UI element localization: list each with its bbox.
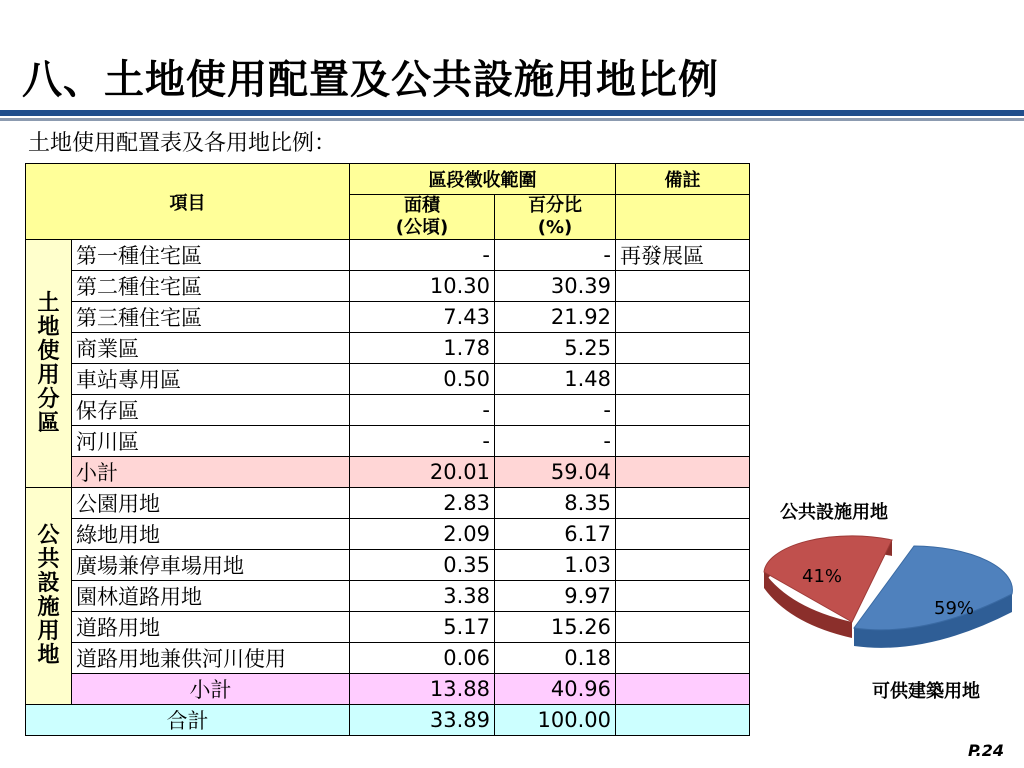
row-area: - <box>350 240 495 271</box>
row-note <box>616 550 750 581</box>
row-percent: 6.17 <box>495 519 616 550</box>
row-note <box>616 333 750 364</box>
pie-label-buildable-land: 可供建築用地 <box>872 681 980 702</box>
table-row <box>26 581 750 612</box>
row-name: 公園用地 <box>72 488 350 519</box>
slice-label-41: 41% <box>802 566 843 587</box>
subtotal-percent: 59.04 <box>495 457 616 488</box>
table-subtitle: 土地使用配置表及各用地比例： <box>28 131 337 156</box>
row-percent: 15.26 <box>495 612 616 643</box>
header-item: 項目 <box>26 164 350 240</box>
header-area <box>350 195 495 240</box>
group-label-zoning: 土地使用分區 <box>26 240 72 488</box>
row-area: 0.35 <box>350 550 495 581</box>
row-name: 保存區 <box>72 395 350 426</box>
row-percent: 8.35 <box>495 488 616 519</box>
row-area: 10.30 <box>350 271 495 302</box>
row-percent: 1.48 <box>495 364 616 395</box>
row-note <box>616 426 750 457</box>
subtotal-note <box>616 674 750 705</box>
row-area: 7.43 <box>350 302 495 333</box>
total-name: 合計 <box>26 705 350 736</box>
subtotal-row-public-facilities <box>26 674 750 705</box>
row-note <box>616 488 750 519</box>
page-title: 八、土地使用配置及公共設施用地比例 <box>22 57 719 103</box>
row-area: 1.78 <box>350 333 495 364</box>
total-percent: 100.00 <box>495 705 616 736</box>
row-percent: - <box>495 240 616 271</box>
table-row <box>26 333 750 364</box>
table-row <box>26 643 750 674</box>
row-area: 2.09 <box>350 519 495 550</box>
row-name: 河川區 <box>72 426 350 457</box>
row-name: 園林道路用地 <box>72 581 350 612</box>
row-area: - <box>350 426 495 457</box>
row-percent: 1.03 <box>495 550 616 581</box>
header-percent-label: 百分比 <box>528 195 582 216</box>
row-name: 第三種住宅區 <box>72 302 350 333</box>
row-note: 再發展區 <box>616 240 750 271</box>
subtotal-area: 13.88 <box>350 674 495 705</box>
row-name: 第一種住宅區 <box>72 240 350 271</box>
table-row <box>26 426 750 457</box>
title-rule-blue <box>0 110 1024 116</box>
land-use-table <box>25 163 750 736</box>
header-percent <box>495 195 616 240</box>
table-row <box>26 488 750 519</box>
row-note <box>616 612 750 643</box>
row-note <box>616 643 750 674</box>
row-area: 5.17 <box>350 612 495 643</box>
subtotal-note <box>616 457 750 488</box>
row-name: 商業區 <box>72 333 350 364</box>
subtotal-name: 小計 <box>72 674 350 705</box>
row-note <box>616 395 750 426</box>
slice-label-59: 59% <box>934 598 975 619</box>
table-row <box>26 550 750 581</box>
header-range: 區段徵收範圍 <box>350 164 616 195</box>
header-area-unit: (公頃) <box>395 217 449 238</box>
subtotal-name: 小計 <box>72 457 350 488</box>
table-row <box>26 302 750 333</box>
table-row <box>26 395 750 426</box>
table-row <box>26 519 750 550</box>
row-percent: - <box>495 426 616 457</box>
row-percent: 30.39 <box>495 271 616 302</box>
page-number: P.24 <box>968 741 1004 760</box>
header-note-blank <box>616 195 750 240</box>
row-percent: - <box>495 395 616 426</box>
row-percent: 5.25 <box>495 333 616 364</box>
table-row <box>26 364 750 395</box>
pie-label-public-facilities: 公共設施用地 <box>780 502 888 523</box>
table-row <box>26 240 750 271</box>
header-percent-unit: (%) <box>537 217 573 238</box>
header-area-label: 面積 <box>404 195 440 216</box>
row-area: 0.06 <box>350 643 495 674</box>
subtotal-percent: 40.96 <box>495 674 616 705</box>
table-row <box>26 271 750 302</box>
subtotal-area: 20.01 <box>350 457 495 488</box>
row-note <box>616 271 750 302</box>
row-name: 綠地用地 <box>72 519 350 550</box>
row-note <box>616 302 750 333</box>
header-note: 備註 <box>616 164 750 195</box>
subtotal-row-zoning <box>26 457 750 488</box>
total-area: 33.89 <box>350 705 495 736</box>
row-area: 0.50 <box>350 364 495 395</box>
row-area: 2.83 <box>350 488 495 519</box>
row-note <box>616 519 750 550</box>
row-name: 廣場兼停車場用地 <box>72 550 350 581</box>
total-note <box>616 705 750 736</box>
title-rule-grey <box>0 118 1024 121</box>
row-percent: 21.92 <box>495 302 616 333</box>
table-row <box>26 612 750 643</box>
row-note <box>616 581 750 612</box>
row-note <box>616 364 750 395</box>
row-percent: 9.97 <box>495 581 616 612</box>
row-name: 道路用地兼供河川使用 <box>72 643 350 674</box>
row-area: - <box>350 395 495 426</box>
row-name: 道路用地 <box>72 612 350 643</box>
row-percent: 0.18 <box>495 643 616 674</box>
total-row <box>26 705 750 736</box>
row-name: 第二種住宅區 <box>72 271 350 302</box>
row-name: 車站專用區 <box>72 364 350 395</box>
group-label-public-facilities: 公共設施用地 <box>26 488 72 705</box>
row-area: 3.38 <box>350 581 495 612</box>
